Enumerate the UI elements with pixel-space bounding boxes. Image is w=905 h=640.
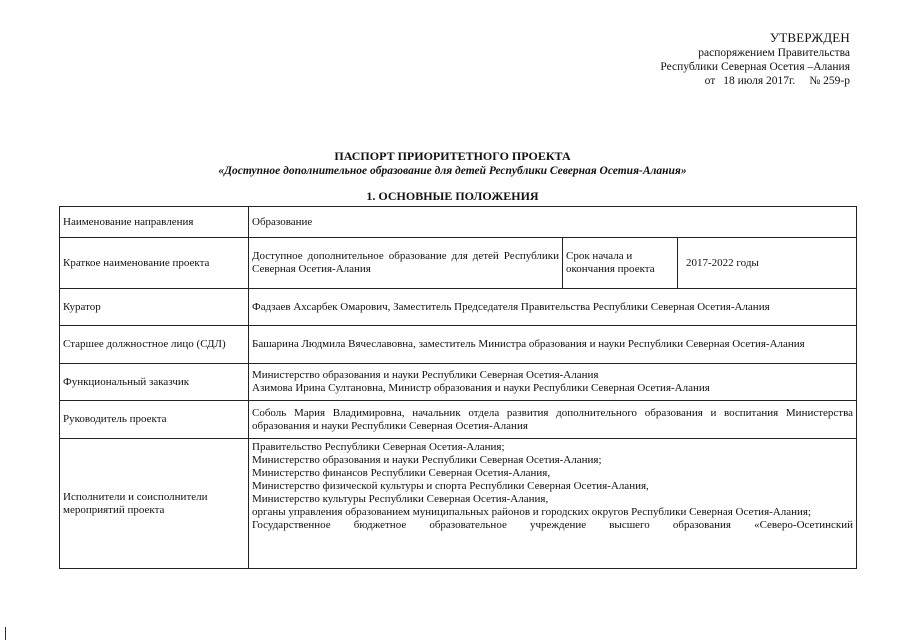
- section-heading: 1. ОСНОВНЫЕ ПОЛОЖЕНИЯ: [366, 189, 539, 203]
- approval-line-2: Республики Северная Осетия –Алания: [660, 61, 850, 73]
- table-row: [60, 238, 857, 289]
- executor-line: органы управления образованием муниципальных районов и городских округов Республики Северная Осетия-Алания;: [252, 506, 811, 518]
- approval-date: 18 июля 2017г.: [723, 75, 796, 87]
- executors-value: [249, 439, 857, 569]
- customer-line: Азимова Ирина Султановна, Министр образования и науки Республики Северная Осетия-Алания: [252, 382, 710, 394]
- project-head-value: Соболь Мария Владимировна, начальник отдела развития дополнительного образования и воспитания Министерства образования и науки Республики Северная Осетия-Алания: [249, 401, 857, 439]
- executor-line: Министерство образования и науки Республики Северная Осетия-Алания;: [252, 454, 602, 466]
- document-subtitle: «Доступное дополнительное образование для детей Республики Северная Осетия-Алания»: [218, 165, 687, 177]
- short-name-label: Краткое наименование проекта: [60, 238, 249, 289]
- executor-line: Государственное бюджетное образовательное учреждение высшего образования «Северо-Осетинский: [252, 519, 854, 531]
- approval-line-1: распоряжением Правительства: [698, 47, 850, 59]
- senior-official-value: Башарина Людмила Вячеславовна, заместитель Министра образования и науки Республики Северная Осетия-Алания: [249, 326, 857, 364]
- short-name-value: Доступное дополнительное образование для детей Республики Северная Осетия-Алания: [249, 238, 563, 289]
- table-row: [60, 401, 857, 439]
- scan-margin-mark: [5, 627, 6, 640]
- executor-line: Министерство культуры Республики Северная Осетия-Алания,: [252, 493, 549, 505]
- passport-table: [59, 206, 857, 569]
- curator-value: Фадзаев Ахсарбек Омарович, Заместитель Председателя Правительства Республики Северная Осетия-Алания: [249, 289, 857, 326]
- project-head-label: Руководитель проекта: [60, 401, 249, 439]
- approval-date-prefix: от: [704, 75, 716, 87]
- customer-value: [249, 364, 857, 401]
- approval-heading: УТВЕРЖДЕН: [769, 30, 850, 45]
- document-titles: [0, 149, 905, 204]
- senior-official-label: Старшее должностное лицо (СДЛ): [60, 326, 249, 364]
- direction-value: Образование: [249, 207, 857, 238]
- approval-stamp: [660, 30, 850, 88]
- table-row: [60, 364, 857, 401]
- executors-label: Исполнители и соисполнители мероприятий проекта: [60, 439, 249, 569]
- approval-number: № 259-р: [809, 75, 850, 87]
- table-row: [60, 326, 857, 364]
- approval-date-line: [660, 74, 850, 88]
- direction-label: Наименование направления: [60, 207, 249, 238]
- table-row: [60, 289, 857, 326]
- executor-line: Министерство физической культуры и спорта Республики Северная Осетия-Алания,: [252, 480, 649, 492]
- document-title: ПАСПОРТ ПРИОРИТЕТНОГО ПРОЕКТА: [334, 149, 571, 163]
- table-row: [60, 207, 857, 238]
- customer-label: Функциональный заказчик: [60, 364, 249, 401]
- executor-line: Правительство Республики Северная Осетия-Алания;: [252, 441, 505, 453]
- table-row: [60, 439, 857, 569]
- curator-label: Куратор: [60, 289, 249, 326]
- period-value: 2017-2022 годы: [678, 238, 857, 289]
- executor-line: Министерство финансов Республики Северная Осетия-Алания,: [252, 467, 551, 479]
- period-label: Срок начала и окончания проекта: [563, 238, 678, 289]
- customer-line: Министерство образования и науки Республики Северная Осетия-Алания: [252, 369, 599, 381]
